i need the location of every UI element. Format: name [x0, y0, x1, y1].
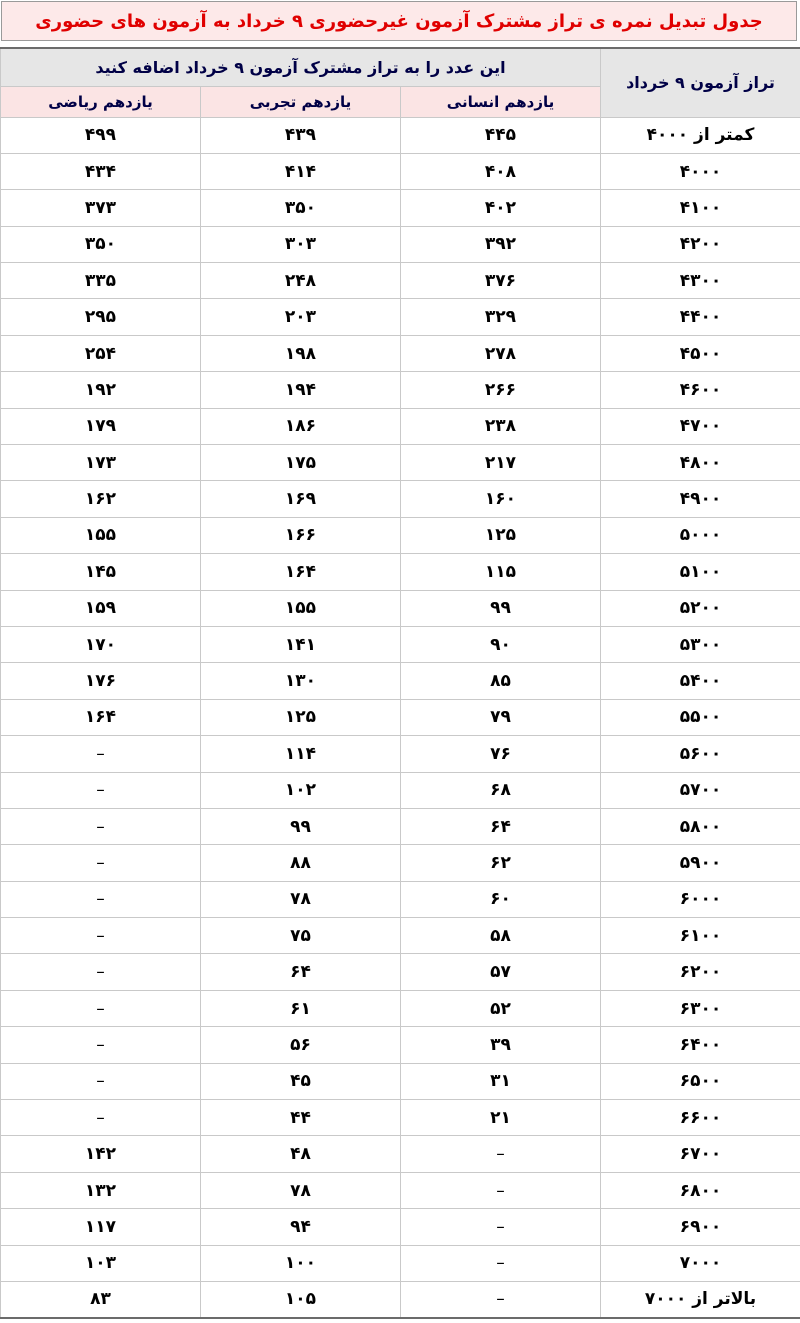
table-row	[1, 517, 800, 553]
cell-riazi: ۱۷۳	[1, 445, 201, 481]
cell-tajrobi: ۱۳۰	[201, 663, 401, 699]
cell-riazi: ۱۴۵	[1, 554, 201, 590]
cell-level: ۴۲۰۰	[601, 226, 800, 262]
table-row	[1, 1245, 800, 1281]
cell-level: ۷۰۰۰	[601, 1245, 800, 1281]
cell-ensani: –	[401, 1245, 601, 1281]
cell-tajrobi: ۳۵۰	[201, 190, 401, 226]
cell-riazi: –	[1, 772, 201, 808]
cell-riazi: –	[1, 954, 201, 990]
cell-ensani: ۷۹	[401, 699, 601, 735]
cell-level: ۶۸۰۰	[601, 1172, 800, 1208]
cell-ensani: –	[401, 1209, 601, 1245]
page-title: جدول تبدیل نمره ی تراز مشترک آزمون غیرحضوری ۹ خرداد به آزمون های حضوری	[35, 10, 763, 32]
cell-tajrobi: ۱۰۲	[201, 772, 401, 808]
cell-ensani: ۱۶۰	[401, 481, 601, 517]
cell-tajrobi: ۱۹۸	[201, 335, 401, 371]
table-row	[1, 808, 800, 844]
cell-level: ۴۱۰۰	[601, 190, 800, 226]
cell-tajrobi: ۱۹۴	[201, 372, 401, 408]
cell-riazi: ۱۴۲	[1, 1136, 201, 1172]
cell-riazi: –	[1, 1100, 201, 1136]
cell-ensani: ۲۶۶	[401, 372, 601, 408]
cell-riazi: –	[1, 808, 201, 844]
cell-riazi: ۳۵۰	[1, 226, 201, 262]
cell-tajrobi: ۴۳۹	[201, 117, 401, 153]
cell-tajrobi: ۷۸	[201, 881, 401, 917]
table-row	[1, 772, 800, 808]
cell-ensani: ۳۲۹	[401, 299, 601, 335]
cell-tajrobi: ۱۵۵	[201, 590, 401, 626]
table-row	[1, 117, 800, 153]
cell-riazi: –	[1, 1027, 201, 1063]
cell-level: ۴۳۰۰	[601, 263, 800, 299]
table-row	[1, 626, 800, 662]
cell-tajrobi: ۶۴	[201, 954, 401, 990]
cell-level: ۵۷۰۰	[601, 772, 800, 808]
cell-level: ۵۸۰۰	[601, 808, 800, 844]
cell-riazi: ۱۱۷	[1, 1209, 201, 1245]
cell-level: ۵۱۰۰	[601, 554, 800, 590]
cell-riazi: ۴۹۹	[1, 117, 201, 153]
cell-ensani: –	[401, 1282, 601, 1318]
table-row	[1, 1027, 800, 1063]
cell-level: ۵۹۰۰	[601, 845, 800, 881]
cell-level: ۶۳۰۰	[601, 990, 800, 1026]
table-row	[1, 881, 800, 917]
cell-riazi: ۲۹۵	[1, 299, 201, 335]
cell-ensani: ۴۰۸	[401, 153, 601, 189]
cell-ensani: ۵۷	[401, 954, 601, 990]
cell-tajrobi: ۱۶۴	[201, 554, 401, 590]
cell-ensani: ۳۷۶	[401, 263, 601, 299]
cell-level: ۵۰۰۰	[601, 517, 800, 553]
table-row	[1, 190, 800, 226]
cell-tajrobi: ۱۰۵	[201, 1282, 401, 1318]
cell-level: ۴۸۰۰	[601, 445, 800, 481]
cell-ensani: ۹۹	[401, 590, 601, 626]
cell-level: ۴۴۰۰	[601, 299, 800, 335]
cell-riazi: ۳۷۳	[1, 190, 201, 226]
cell-riazi: –	[1, 881, 201, 917]
cell-tajrobi: ۷۸	[201, 1172, 401, 1208]
cell-ensani: –	[401, 1172, 601, 1208]
table-row	[1, 1100, 800, 1136]
cell-riazi: ۱۵۹	[1, 590, 201, 626]
table-body	[1, 117, 800, 1318]
cell-level: ۶۹۰۰	[601, 1209, 800, 1245]
level-column-header: تراز آزمون ۹ خرداد	[601, 48, 800, 117]
table-row	[1, 990, 800, 1026]
cell-tajrobi: ۹۴	[201, 1209, 401, 1245]
cell-riazi: ۱۷۰	[1, 626, 201, 662]
cell-ensani: ۸۵	[401, 663, 601, 699]
table-row	[1, 1282, 800, 1318]
cell-riazi: ۱۵۵	[1, 517, 201, 553]
cell-riazi: ۱۹۲	[1, 372, 201, 408]
cell-level: ۴۹۰۰	[601, 481, 800, 517]
cell-level: ۵۲۰۰	[601, 590, 800, 626]
table-row	[1, 1172, 800, 1208]
cell-ensani: –	[401, 1136, 601, 1172]
table-row	[1, 736, 800, 772]
cell-riazi: –	[1, 736, 201, 772]
cell-ensani: ۵۸	[401, 918, 601, 954]
cell-ensani: ۱۱۵	[401, 554, 601, 590]
cell-level: ۵۵۰۰	[601, 699, 800, 735]
cell-level: ۶۶۰۰	[601, 1100, 800, 1136]
cell-tajrobi: ۱۱۴	[201, 736, 401, 772]
cell-tajrobi: ۷۵	[201, 918, 401, 954]
column-header-tajrobi: یازدهم تجربی	[201, 86, 401, 117]
cell-level: ۶۲۰۰	[601, 954, 800, 990]
cell-tajrobi: ۵۶	[201, 1027, 401, 1063]
cell-tajrobi: ۱۷۵	[201, 445, 401, 481]
cell-level: ۵۶۰۰	[601, 736, 800, 772]
cell-tajrobi: ۱۸۶	[201, 408, 401, 444]
cell-level: کمتر از ۴۰۰۰	[601, 117, 800, 153]
cell-riazi: ۳۳۵	[1, 263, 201, 299]
cell-tajrobi: ۶۱	[201, 990, 401, 1026]
cell-ensani: ۶۸	[401, 772, 601, 808]
cell-riazi: ۱۶۴	[1, 699, 201, 735]
table-header	[1, 48, 800, 117]
table-row	[1, 1063, 800, 1099]
title-banner	[1, 1, 797, 41]
cell-level: ۶۵۰۰	[601, 1063, 800, 1099]
cell-level: ۶۱۰۰	[601, 918, 800, 954]
cell-tajrobi: ۸۸	[201, 845, 401, 881]
cell-riazi: ۴۳۴	[1, 153, 201, 189]
table-row	[1, 699, 800, 735]
cell-level: ۴۷۰۰	[601, 408, 800, 444]
cell-tajrobi: ۴۱۴	[201, 153, 401, 189]
cell-riazi: ۱۰۳	[1, 1245, 201, 1281]
cell-level: ۵۳۰۰	[601, 626, 800, 662]
cell-tajrobi: ۱۴۱	[201, 626, 401, 662]
cell-riazi: –	[1, 990, 201, 1026]
table-row	[1, 153, 800, 189]
cell-ensani: ۶۰	[401, 881, 601, 917]
cell-riazi: ۲۵۴	[1, 335, 201, 371]
cell-ensani: ۴۰۲	[401, 190, 601, 226]
group-header: این عدد را به تراز مشترک آزمون ۹ خرداد اضافه کنید	[1, 48, 601, 86]
cell-ensani: ۶۴	[401, 808, 601, 844]
table-row	[1, 1136, 800, 1172]
table-row	[1, 590, 800, 626]
table-row	[1, 226, 800, 262]
cell-riazi: –	[1, 918, 201, 954]
cell-level: بالاتر از ۷۰۰۰	[601, 1282, 800, 1318]
cell-riazi: –	[1, 1063, 201, 1099]
table-row	[1, 1209, 800, 1245]
cell-level: ۵۴۰۰	[601, 663, 800, 699]
cell-riazi: –	[1, 845, 201, 881]
table-row	[1, 663, 800, 699]
cell-tajrobi: ۲۰۳	[201, 299, 401, 335]
cell-riazi: ۸۳	[1, 1282, 201, 1318]
cell-ensani: ۶۲	[401, 845, 601, 881]
cell-level: ۶۴۰۰	[601, 1027, 800, 1063]
table-row	[1, 918, 800, 954]
table-row	[1, 263, 800, 299]
cell-riazi: ۱۶۲	[1, 481, 201, 517]
cell-level: ۴۶۰۰	[601, 372, 800, 408]
cell-level: ۶۷۰۰	[601, 1136, 800, 1172]
table-row	[1, 335, 800, 371]
cell-ensani: ۳۹	[401, 1027, 601, 1063]
cell-ensani: ۲۷۸	[401, 335, 601, 371]
cell-ensani: ۳۱	[401, 1063, 601, 1099]
cell-ensani: ۲۳۸	[401, 408, 601, 444]
table-row	[1, 372, 800, 408]
column-header-ensani: یازدهم انسانی	[401, 86, 601, 117]
cell-ensani: ۱۲۵	[401, 517, 601, 553]
cell-tajrobi: ۳۰۳	[201, 226, 401, 262]
conversion-table	[0, 47, 800, 1319]
table-row	[1, 554, 800, 590]
cell-tajrobi: ۱۲۵	[201, 699, 401, 735]
cell-tajrobi: ۴۸	[201, 1136, 401, 1172]
cell-ensani: ۷۶	[401, 736, 601, 772]
cell-ensani: ۵۲	[401, 990, 601, 1026]
column-header-riazi: یازدهم ریاضی	[1, 86, 201, 117]
cell-riazi: ۱۳۲	[1, 1172, 201, 1208]
cell-level: ۴۵۰۰	[601, 335, 800, 371]
table-row	[1, 299, 800, 335]
cell-tajrobi: ۴۵	[201, 1063, 401, 1099]
cell-tajrobi: ۱۰۰	[201, 1245, 401, 1281]
table-row	[1, 954, 800, 990]
cell-ensani: ۲۱	[401, 1100, 601, 1136]
cell-riazi: ۱۷۶	[1, 663, 201, 699]
table-row	[1, 445, 800, 481]
cell-riazi: ۱۷۹	[1, 408, 201, 444]
cell-level: ۴۰۰۰	[601, 153, 800, 189]
cell-tajrobi: ۴۴	[201, 1100, 401, 1136]
cell-tajrobi: ۱۶۶	[201, 517, 401, 553]
table-row	[1, 845, 800, 881]
cell-tajrobi: ۲۴۸	[201, 263, 401, 299]
cell-tajrobi: ۹۹	[201, 808, 401, 844]
cell-tajrobi: ۱۶۹	[201, 481, 401, 517]
cell-ensani: ۹۰	[401, 626, 601, 662]
cell-ensani: ۲۱۷	[401, 445, 601, 481]
cell-ensani: ۳۹۲	[401, 226, 601, 262]
cell-ensani: ۴۴۵	[401, 117, 601, 153]
table-row	[1, 481, 800, 517]
table-row	[1, 408, 800, 444]
cell-level: ۶۰۰۰	[601, 881, 800, 917]
